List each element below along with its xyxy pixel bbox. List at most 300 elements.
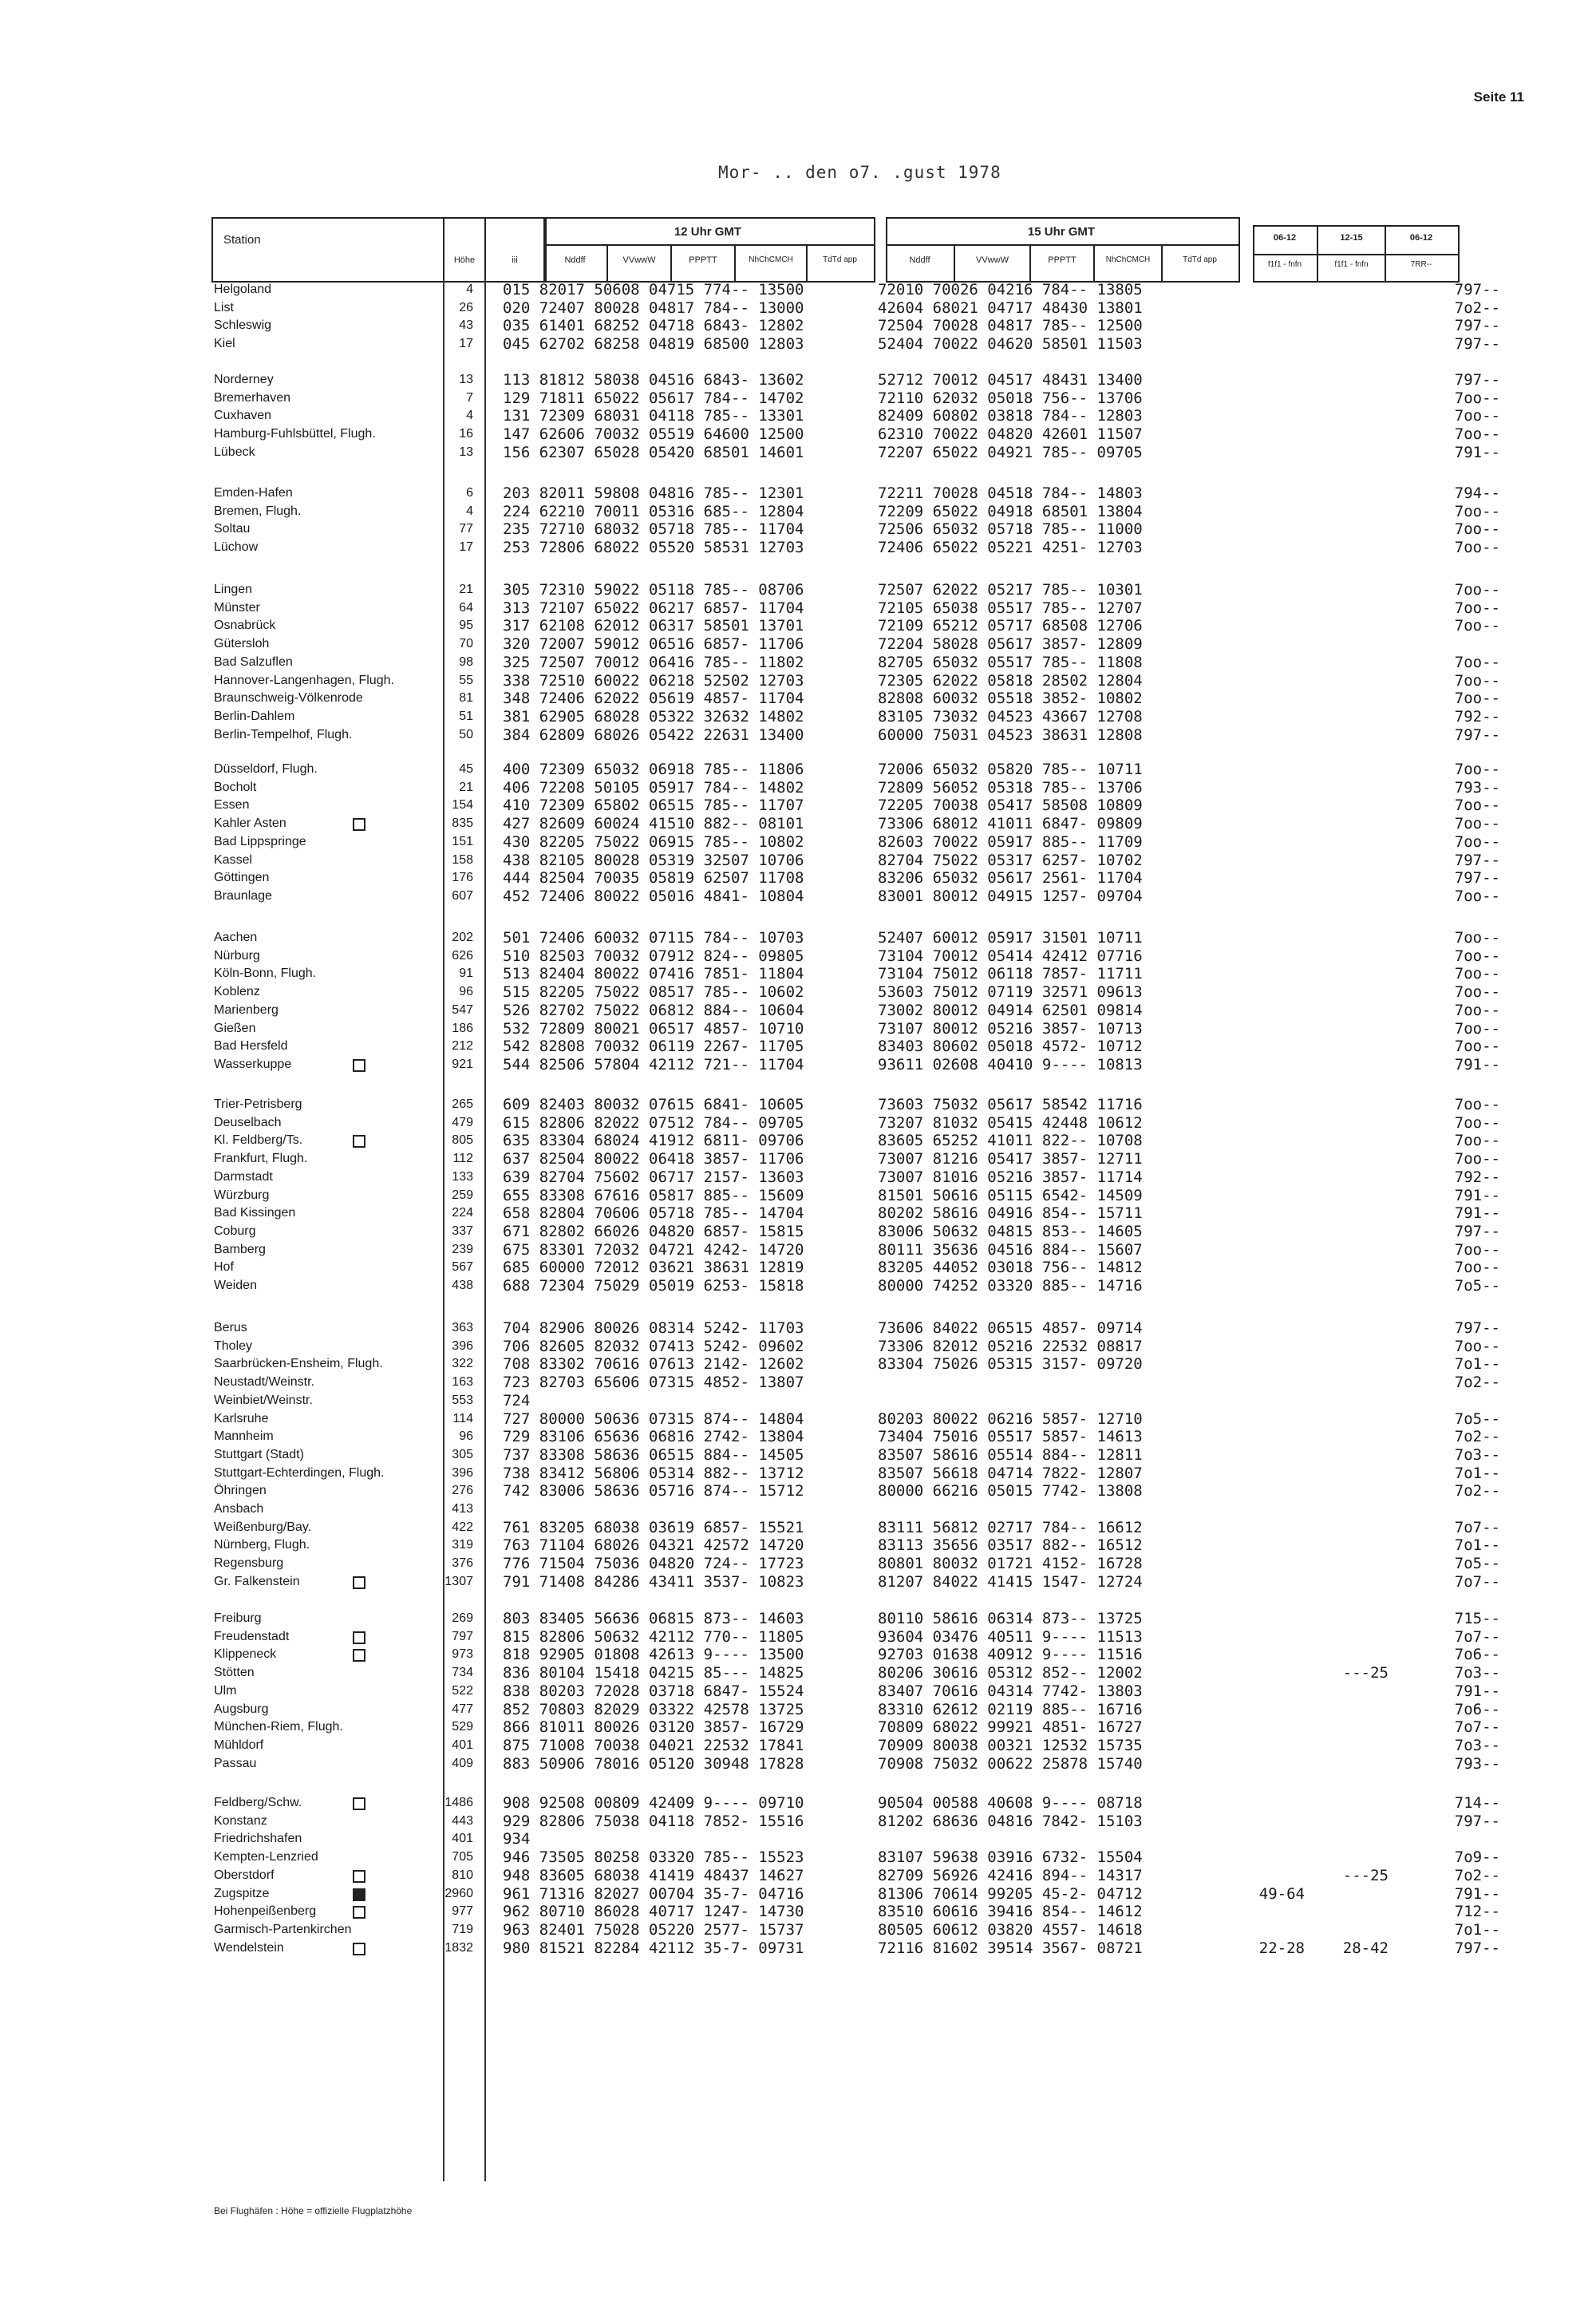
station-hoehe: 422 — [452, 1520, 473, 1534]
obs-12-uhr: 526 82702 75022 06812 884-- 10604 — [503, 1002, 804, 1019]
obs-12-uhr: 737 83308 58636 06515 884-- 14505 — [503, 1446, 804, 1464]
value-0612 — [1233, 1001, 1305, 1020]
divider-hoehe — [484, 279, 486, 2181]
value-rr: 7oo-- — [1454, 929, 1500, 947]
station-name: Stuttgart (Stadt) — [214, 1448, 304, 1461]
value-0612: 49-64 — [1258, 1885, 1305, 1903]
value-rr: 7o2-- — [1454, 1374, 1500, 1391]
obs-12-uhr: 724 — [503, 1392, 531, 1409]
header-x0612-sub: f1f1 - fnfn — [1267, 260, 1302, 269]
value-0612 — [1233, 1258, 1305, 1277]
value-rr: 7oo-- — [1454, 833, 1500, 851]
obs-15-uhr: 72209 65022 04918 68501 13804 — [878, 503, 1143, 520]
station-hoehe: 16 — [459, 427, 473, 441]
value-rr: 7o2-- — [1454, 1482, 1500, 1500]
obs-12-uhr: 980 81521 82284 42112 35-7- 09731 — [503, 1939, 804, 1957]
value-0612 — [1233, 928, 1305, 947]
obs-12-uhr: 430 82205 75022 06915 785-- 10802 — [503, 833, 804, 851]
station-name: Lüchow — [214, 540, 259, 554]
station-hoehe: 443 — [452, 1814, 473, 1828]
obs-15-uhr: 83105 73032 04523 43667 12708 — [878, 708, 1143, 725]
value-rr: 7oo-- — [1454, 389, 1500, 407]
value-rr: 793-- — [1454, 1755, 1500, 1773]
value-0612 — [1233, 1319, 1305, 1338]
header-15-vvwww: VVwwW — [976, 255, 1009, 265]
value-1215 — [1309, 1609, 1389, 1628]
value-1215 — [1309, 616, 1389, 635]
station-hoehe: 114 — [452, 1412, 473, 1425]
value-1215 — [1309, 653, 1389, 672]
value-rr: 7oo-- — [1454, 888, 1500, 905]
obs-12-uhr: 635 83304 68024 41912 6811- 09706 — [503, 1132, 804, 1149]
station-name: Ansbach — [214, 1502, 264, 1516]
station-name: List — [214, 301, 234, 314]
station-hoehe: 70 — [459, 637, 473, 650]
obs-12-uhr: 113 81812 58038 04516 6843- 13602 — [503, 371, 804, 389]
value-rr: 7oo-- — [1454, 672, 1500, 690]
value-1215 — [1309, 1682, 1389, 1701]
value-rr: 797-- — [1454, 335, 1500, 353]
station-hoehe: 96 — [459, 985, 473, 998]
obs-12-uhr: 948 83605 68038 41419 48437 14627 — [503, 1867, 804, 1884]
value-1215 — [1309, 1645, 1389, 1664]
value-rr: 791-- — [1454, 1056, 1500, 1073]
value-1215 — [1309, 868, 1389, 888]
station-hoehe: 6 — [466, 486, 473, 500]
obs-15-uhr: 73306 82012 05216 22532 08817 — [878, 1338, 1143, 1355]
value-0612 — [1233, 707, 1305, 726]
obs-15-uhr: 82705 65032 05517 785-- 11808 — [878, 654, 1143, 671]
station-name: Gr. Falkenstein — [214, 1575, 300, 1588]
obs-12-uhr: 444 82504 70035 05819 62507 11708 — [503, 869, 804, 887]
obs-12-uhr: 305 72310 59022 05118 785-- 08706 — [503, 581, 804, 599]
value-rr: 797-- — [1454, 1939, 1500, 1957]
value-1215 — [1309, 1518, 1389, 1537]
page-date: Mor- .. den o7. .gust 1978 — [718, 163, 1001, 182]
header-meta-box — [443, 217, 547, 283]
station-name: Berlin-Tempelhof, Flugh. — [214, 728, 353, 741]
station-hoehe: 4 — [466, 409, 473, 422]
station-name: Darmstadt — [214, 1170, 273, 1184]
value-1215 — [1309, 1700, 1389, 1719]
obs-12-uhr: 929 82806 75038 04118 7852- 15516 — [503, 1813, 804, 1830]
value-1215 — [1309, 671, 1389, 690]
obs-15-uhr: 80111 35636 04516 884-- 15607 — [878, 1241, 1143, 1259]
obs-12-uhr: 384 62809 68026 05422 22631 13400 — [503, 726, 804, 744]
obs-12-uhr: 544 82506 57804 42112 721-- 11704 — [503, 1056, 804, 1073]
station-hoehe: 51 — [459, 710, 473, 723]
station-hoehe: 55 — [459, 674, 473, 687]
value-1215 — [1309, 1793, 1389, 1813]
value-rr: 7o1-- — [1454, 1465, 1500, 1482]
value-rr: 7o1-- — [1454, 1355, 1500, 1373]
station-name: Nürnberg, Flugh. — [214, 1538, 310, 1552]
value-0612 — [1233, 1019, 1305, 1038]
obs-15-uhr: 81207 84022 41415 1547- 12724 — [878, 1573, 1143, 1591]
value-0612 — [1233, 814, 1305, 833]
value-0612 — [1233, 538, 1305, 557]
value-0612 — [1233, 1627, 1305, 1647]
obs-15-uhr: 73306 68012 41011 6847- 09809 — [878, 815, 1143, 832]
obs-12-uhr: 338 72510 60022 06218 52502 12703 — [503, 672, 804, 690]
value-1215 — [1309, 1812, 1389, 1831]
value-0612 — [1233, 1240, 1305, 1259]
station-name: Saarbrücken-Ensheim, Flugh. — [214, 1357, 383, 1370]
station-name — [214, 1957, 445, 1975]
station-name: Wasserkuppe — [214, 1058, 292, 1071]
value-rr: 7o7-- — [1454, 1573, 1500, 1591]
open-square-icon — [353, 1059, 365, 1072]
station-name: Cuxhaven — [214, 409, 272, 422]
obs-15-uhr: 72204 58028 05617 3857- 12809 — [878, 635, 1143, 653]
obs-15-uhr: 81306 70614 99205 45-2- 04712 — [878, 1885, 1143, 1903]
value-1215 — [1309, 851, 1389, 870]
value-1215 — [1309, 1848, 1389, 1867]
value-0612 — [1233, 1536, 1305, 1555]
value-1215 — [1309, 1149, 1389, 1168]
header-15-ppptt: PPPTT — [1048, 255, 1077, 265]
station-name: Bad Lippspringe — [214, 835, 306, 848]
station-hoehe: 154 — [452, 798, 473, 812]
value-rr: 797-- — [1454, 1813, 1500, 1830]
station-name: Freiburg — [214, 1611, 262, 1625]
value-rr — [1389, 1391, 1500, 1410]
value-1215 — [1309, 1536, 1389, 1555]
station-hoehe: 337 — [452, 1224, 473, 1238]
value-1215 — [1309, 538, 1389, 557]
station-hoehe: 409 — [452, 1757, 473, 1770]
station-name: Ulm — [214, 1684, 237, 1698]
value-rr: 715-- — [1454, 1610, 1500, 1627]
station-hoehe: 50 — [459, 728, 473, 741]
value-0612 — [1233, 425, 1305, 444]
value-1215 — [1309, 1920, 1389, 1939]
station-name: Kempten-Lenzried — [214, 1850, 318, 1864]
station-name: Koblenz — [214, 985, 260, 998]
station-hoehe: 151 — [452, 835, 473, 848]
station-name: Düsseldorf, Flugh. — [214, 762, 318, 776]
station-hoehe: 13 — [459, 373, 473, 386]
station-hoehe: 1486 — [444, 1796, 473, 1809]
station-hoehe: 202 — [452, 931, 473, 944]
value-1215: ---25 — [1342, 1664, 1389, 1682]
obs-12-uhr: 410 72309 65802 06515 785-- 11707 — [503, 797, 804, 814]
station-hoehe: 176 — [452, 871, 473, 884]
station-hoehe: 17 — [459, 337, 473, 350]
value-0612 — [1233, 1186, 1305, 1205]
value-rr: 7oo-- — [1454, 1002, 1500, 1019]
header-x0612: 06-12 — [1273, 233, 1297, 243]
value-1215 — [1309, 1829, 1389, 1848]
station-hoehe: 112 — [452, 1152, 473, 1165]
value-0612 — [1233, 760, 1305, 779]
station-name: Freudenstadt — [214, 1630, 290, 1643]
value-rr: 7oo-- — [1454, 815, 1500, 832]
value-rr: 7oo-- — [1454, 1132, 1500, 1149]
station-hoehe: 305 — [452, 1448, 473, 1461]
value-rr: 7oo-- — [1454, 983, 1500, 1001]
obs-12-uhr: 655 83308 67616 05817 885-- 15609 — [503, 1187, 804, 1204]
value-0612 — [1233, 334, 1305, 354]
obs-12-uhr: 542 82808 70032 06119 2267- 11705 — [503, 1038, 804, 1055]
value-rr: 7oo-- — [1454, 503, 1500, 520]
station-hoehe: 7 — [466, 391, 473, 405]
station-hoehe: 259 — [452, 1188, 473, 1202]
obs-12-uhr: 852 70803 82029 03322 42578 13725 — [503, 1701, 804, 1718]
obs-12-uhr: 685 60000 72012 03621 38631 12819 — [503, 1259, 804, 1276]
value-0612 — [1233, 778, 1305, 797]
value-0612 — [1233, 1391, 1305, 1410]
value-rr: 7oo-- — [1454, 947, 1500, 965]
value-rr: 7o7-- — [1454, 1628, 1500, 1646]
value-rr: 7o3-- — [1454, 1737, 1500, 1754]
value-1215 — [1309, 832, 1389, 852]
value-0612 — [1233, 1554, 1305, 1573]
station-hoehe: 91 — [459, 967, 473, 980]
header-hoehe: Höhe — [453, 255, 476, 265]
station-hoehe: 163 — [452, 1375, 473, 1389]
station-hoehe: 401 — [452, 1832, 473, 1845]
station-name: Berus — [214, 1321, 247, 1334]
header-12uhr: 12 Uhr GMT — [674, 225, 742, 239]
obs-15-uhr: 70809 68022 99921 4851- 16727 — [878, 1718, 1143, 1736]
obs-15-uhr: 80505 60612 03820 4557- 14618 — [878, 1921, 1143, 1939]
value-0612 — [1233, 796, 1305, 815]
station-hoehe: 64 — [459, 601, 473, 615]
value-1215: 28-42 — [1342, 1939, 1389, 1957]
value-rr: 7o3-- — [1454, 1446, 1500, 1464]
station-hoehe: 479 — [452, 1116, 473, 1129]
station-name: Lübeck — [214, 445, 255, 459]
obs-12-uhr: 962 80710 86028 40717 1247- 14730 — [503, 1903, 804, 1920]
value-rr: 7o5-- — [1454, 1555, 1500, 1572]
obs-12-uhr: 961 71316 82027 00704 35-7- 04716 — [503, 1885, 804, 1903]
header-12-nhch: NhChCMCH — [749, 255, 793, 264]
value-rr: 791-- — [1454, 1204, 1500, 1222]
obs-12-uhr: 381 62905 68028 05322 32632 14802 — [503, 708, 804, 725]
obs-12-uhr: 452 72406 80022 05016 4841- 10804 — [503, 888, 804, 905]
station-name: Emden-Hafen — [214, 486, 293, 500]
station-hoehe: 835 — [452, 816, 473, 830]
obs-15-uhr: 72110 62032 05018 756-- 13706 — [878, 389, 1143, 407]
station-hoehe: 977 — [452, 1904, 473, 1918]
filled-square-icon — [353, 1888, 365, 1901]
value-0612 — [1233, 689, 1305, 708]
station-name: Marienberg — [214, 1003, 279, 1017]
open-square-icon — [353, 1135, 365, 1148]
value-1215 — [1309, 778, 1389, 797]
open-square-icon — [353, 1906, 365, 1919]
station-hoehe: 4 — [466, 504, 473, 518]
value-rr: 797-- — [1454, 371, 1500, 389]
station-hoehe: 396 — [452, 1466, 473, 1480]
value-rr: 7oo-- — [1454, 1096, 1500, 1113]
station-hoehe: 4 — [466, 283, 473, 296]
station-name: Hof — [214, 1260, 234, 1274]
station-hoehe: 973 — [452, 1647, 473, 1661]
obs-12-uhr: 776 71504 75036 04820 724-- 17723 — [503, 1555, 804, 1572]
header-15-nddff: Nddff — [909, 255, 930, 265]
value-1215 — [1309, 1754, 1389, 1773]
value-0612 — [1233, 1445, 1305, 1465]
obs-15-uhr: 83111 56812 02717 784-- 16612 — [878, 1519, 1143, 1536]
obs-12-uhr: 727 80000 50636 07315 874-- 14804 — [503, 1410, 804, 1428]
value-1215 — [1309, 406, 1389, 425]
value-0612 — [1233, 635, 1305, 654]
value-1215 — [1309, 1554, 1389, 1573]
open-square-icon — [353, 1943, 365, 1955]
value-0612 — [1233, 964, 1305, 983]
obs-15-uhr: 60000 75031 04523 38631 12808 — [878, 726, 1143, 744]
obs-15-uhr: 93611 02608 40410 9---- 10813 — [878, 1056, 1143, 1073]
station-name: Norderney — [214, 373, 274, 386]
station-name: Frankfurt, Flugh. — [214, 1152, 308, 1165]
value-0612 — [1233, 1168, 1305, 1187]
station-hoehe: 95 — [459, 619, 473, 632]
obs-12-uhr: 818 92905 01808 42613 9---- 13500 — [503, 1646, 804, 1663]
value-0612 — [1233, 982, 1305, 1002]
value-0612 — [1233, 1409, 1305, 1429]
value-rr: 712-- — [1454, 1903, 1500, 1920]
value-rr — [1389, 1500, 1500, 1519]
obs-15-uhr: 72504 70028 04817 785-- 12500 — [878, 317, 1143, 334]
obs-12-uhr: 838 80203 72028 03718 6847- 15524 — [503, 1682, 804, 1700]
obs-15-uhr: 83113 35656 03517 882-- 16512 — [878, 1536, 1143, 1554]
station-hoehe: 810 — [452, 1868, 473, 1882]
header-station: Station — [223, 233, 261, 247]
station-name: Berlin-Dahlem — [214, 710, 295, 723]
value-1215 — [1309, 887, 1389, 906]
station-name: Karlsruhe — [214, 1412, 269, 1425]
value-1215 — [1309, 964, 1389, 983]
station-hoehe: 98 — [459, 655, 473, 669]
obs-12-uhr — [503, 1500, 878, 1519]
value-1215 — [1309, 1001, 1389, 1020]
obs-15-uhr: 73603 75032 05617 58542 11716 — [878, 1096, 1143, 1113]
value-0612 — [1233, 1663, 1305, 1682]
value-rr: 7oo-- — [1454, 520, 1500, 538]
obs-15-uhr: 83001 80012 04915 1257- 09704 — [878, 888, 1143, 905]
station-name: Osnabrück — [214, 619, 276, 632]
open-square-icon — [353, 818, 365, 831]
station-hoehe: 921 — [452, 1058, 473, 1071]
obs-15-uhr: 72305 62022 05818 28502 12804 — [878, 672, 1143, 690]
value-1215 — [1309, 425, 1389, 444]
value-0612 — [1233, 1866, 1305, 1885]
station-hoehe: 363 — [452, 1321, 473, 1334]
station-name: Bad Hersfeld — [214, 1039, 288, 1053]
value-0612 — [1233, 1464, 1305, 1483]
station-name: Wendelstein — [214, 1941, 284, 1955]
obs-12-uhr: 946 73505 80258 03320 785-- 15523 — [503, 1848, 804, 1866]
value-1215 — [1309, 1337, 1389, 1356]
station-hoehe: 401 — [452, 1738, 473, 1752]
obs-12-uhr: 035 61401 68252 04718 6843- 12802 — [503, 317, 804, 334]
obs-15-uhr: 83507 56618 04714 7822- 12807 — [878, 1465, 1143, 1482]
value-rr: 797-- — [1454, 852, 1500, 869]
station-hoehe: 529 — [452, 1720, 473, 1734]
station-name: Oberstdorf — [214, 1868, 275, 1882]
station-name: Zugspitze — [214, 1887, 270, 1900]
value-rr: 7oo-- — [1454, 1150, 1500, 1168]
obs-15-uhr: 83006 50632 04815 853-- 14605 — [878, 1223, 1143, 1240]
value-0612 — [1233, 298, 1305, 318]
value-rr: 7o1-- — [1454, 1921, 1500, 1939]
value-0612 — [1233, 316, 1305, 335]
value-1215 — [1309, 1391, 1389, 1410]
obs-12-uhr: 313 72107 65022 06217 6857- 11704 — [503, 599, 804, 617]
value-rr: 7oo-- — [1454, 1241, 1500, 1259]
value-0612 — [1233, 832, 1305, 852]
obs-15-uhr: 73606 84022 06515 4857- 09714 — [878, 1319, 1143, 1337]
station-hoehe: 797 — [452, 1630, 473, 1643]
value-1215 — [1309, 707, 1389, 726]
obs-15-uhr: 72105 65038 05517 785-- 12707 — [878, 599, 1143, 617]
value-rr: 7oo-- — [1454, 1338, 1500, 1355]
obs-15-uhr: 73207 81032 05415 42448 10612 — [878, 1114, 1143, 1132]
obs-15-uhr: 82603 70022 05917 885-- 11709 — [878, 833, 1143, 851]
obs-15-uhr: 83407 70616 04314 7742- 13803 — [878, 1682, 1143, 1700]
station-hoehe: 77 — [459, 522, 473, 536]
obs-12-uhr: 515 82205 75022 08517 785-- 10602 — [503, 983, 804, 1001]
obs-12-uhr: 637 82504 80022 06418 3857- 11706 — [503, 1150, 804, 1168]
open-square-icon — [353, 1649, 365, 1662]
header-x1215-sub: f1f1 - fnfn — [1334, 260, 1369, 269]
station-hoehe: 553 — [452, 1394, 473, 1407]
value-1215 — [1309, 1168, 1389, 1187]
obs-12-uhr: 045 62702 68258 04819 68500 12803 — [503, 335, 804, 353]
value-rr: 791-- — [1454, 1885, 1500, 1903]
value-1215 — [1309, 947, 1389, 966]
station-hoehe: 477 — [452, 1702, 473, 1716]
obs-15-uhr: 73007 81016 05216 3857- 11714 — [878, 1168, 1143, 1186]
obs-12-uhr: 658 82804 70606 05718 785-- 14704 — [503, 1204, 804, 1222]
open-square-icon — [353, 1797, 365, 1810]
obs-15-uhr: 83510 60616 39416 854-- 14612 — [878, 1903, 1143, 1920]
obs-15-uhr: 82409 60802 03818 784-- 12803 — [878, 407, 1143, 425]
open-square-icon — [353, 1631, 365, 1644]
station-name: Stuttgart-Echterdingen, Flugh. — [214, 1466, 385, 1480]
header-12-tdtd: TdTd app — [823, 255, 857, 264]
station-hoehe: 276 — [452, 1484, 473, 1497]
station-name: Mannheim — [214, 1429, 274, 1443]
obs-12-uhr: 738 83412 56806 05314 882-- 13712 — [503, 1465, 804, 1482]
station-name: Lingen — [214, 583, 253, 596]
obs-12-uhr: 639 82704 75602 06717 2157- 13603 — [503, 1168, 804, 1186]
value-0612 — [1233, 443, 1305, 462]
value-rr: 7oo-- — [1454, 1259, 1500, 1276]
footnote: Bei Flughäfen : Höhe = offizielle Flugplatzhöhe — [214, 2205, 413, 2216]
obs-12-uhr: 866 81011 80026 03120 3857- 16729 — [503, 1718, 804, 1736]
station-name: Bocholt — [214, 781, 257, 794]
header-station-box — [211, 217, 444, 283]
obs-15-uhr: 73107 80012 05216 3857- 10713 — [878, 1020, 1143, 1038]
value-1215 — [1309, 1354, 1389, 1374]
station-name: Regensburg — [214, 1556, 284, 1570]
value-1215 — [1309, 1627, 1389, 1647]
value-rr: 7oo-- — [1454, 425, 1500, 443]
value-0612 — [1233, 671, 1305, 690]
station-hoehe: 567 — [452, 1260, 473, 1274]
station-hoehe: 1832 — [444, 1941, 473, 1955]
obs-15-uhr: 80000 74252 03320 885-- 14716 — [878, 1277, 1143, 1295]
obs-15-uhr: 72006 65032 05820 785-- 10711 — [878, 761, 1143, 778]
value-0612 — [1233, 484, 1305, 503]
obs-15-uhr: 72207 65022 04921 785-- 09705 — [878, 444, 1143, 461]
station-hoehe: 2960 — [444, 1887, 473, 1900]
station-name: Passau — [214, 1757, 257, 1770]
value-0612 — [1233, 1113, 1305, 1133]
